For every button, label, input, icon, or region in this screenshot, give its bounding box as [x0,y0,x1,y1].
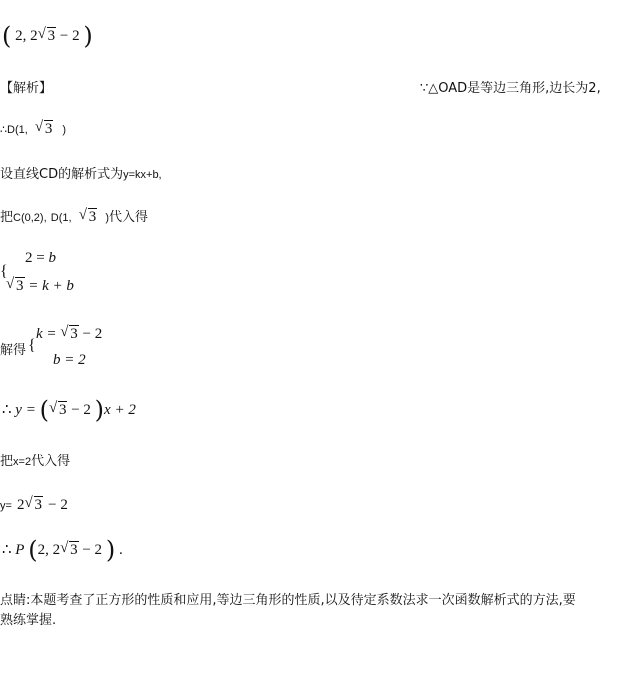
minus-term: − 2 [82,326,103,342]
radicand: 3 [88,209,97,225]
answer-line [2,22,93,50]
sqrt-symbol: √ 3 [78,207,97,225]
minus-term: − 2 [48,497,68,513]
radicand: 3 [58,402,67,418]
line-equation [2,396,136,424]
system2-eq2: b = 2 [53,352,86,368]
k-equals: k = [36,326,57,342]
eq2-rest: = k + b [28,278,74,294]
close-paren: ) [83,22,93,50]
open-paren: ( [28,536,38,564]
minus-term: − 2 [59,28,80,44]
substitute-prefix: 把 [0,210,14,225]
therefore-symbol: ∴ [2,542,12,558]
analysis-label: 【解析】 [0,81,53,96]
eq1-left: 2 [25,250,33,266]
summary-line-2: 熟练掌握. [0,613,57,628]
sqrt-symbol: √ 3 [24,495,43,513]
line-cd-statement [0,163,162,182]
coord-x: 2, [37,542,49,558]
open-paren: ( [2,22,12,50]
minus-term: − 2 [71,402,91,418]
coefficient: 2 [30,28,38,44]
radicand: 3 [16,278,24,294]
substitute-suffix: 代入得 [31,454,71,469]
x-plus-two: x + 2 [104,402,136,418]
triangle-statement: ∵△OAD是等边三角形,边长为2, [420,81,601,96]
point-p-line [2,536,123,564]
substitute-prefix: 把 [0,454,14,469]
point-d-label: ∴D(1, [0,124,28,136]
eq1-equals: = [36,250,45,266]
coefficient: 2 [52,542,61,558]
open-paren: ( [39,396,49,424]
point-p-label: P [15,542,25,558]
radicand: 3 [34,497,43,513]
close-paren: ) [62,124,67,136]
x-value: x=2 [13,456,32,468]
y-label: y= [0,500,12,512]
close-paren: ) [105,536,116,564]
summary-line-1: 点睛:本题考查了正方形的性质和应用,等边三角形的性质,以及待定系数法求一次函数解析式的方法,要 [0,593,576,608]
radicand: 3 [44,121,53,137]
close-paren: ) [105,212,110,224]
coord-x: 2, [15,28,27,44]
close-paren: ) [94,396,105,424]
line-cd-formula: y=kx+b, [123,169,162,181]
point-d: D(1, [50,212,72,224]
therefore-symbol: ∴ [2,402,12,418]
y-value-line [0,494,68,514]
line-cd-text: 设直线CD的解析式为 [0,167,124,182]
system-brace: { [0,263,8,280]
point-d-line [0,121,66,138]
system-brace: { [28,337,36,354]
minus-term: − 2 [82,542,103,558]
substitute-x-line [0,450,70,469]
sqrt-symbol: √ 3 [37,26,56,44]
system1-eq1 [25,250,56,267]
y-equals: y = [15,402,36,418]
system1-eq2 [6,278,74,295]
radicand: 3 [47,28,56,44]
point-c: C(0,2), [13,212,47,224]
substitute-suffix: 代入得 [109,210,149,225]
sqrt-symbol: √ 3 [34,119,53,137]
period: . [118,542,123,558]
coefficient: 2 [17,497,25,513]
sqrt-symbol: √ 3 [6,276,24,294]
radicand: 3 [70,326,78,342]
radicand: 3 [70,542,78,558]
system2-eq1 [36,326,102,343]
sqrt-symbol: √ 3 [48,400,67,418]
eq1-right: b [48,250,56,266]
sqrt-symbol: √ 3 [60,324,78,342]
substitute-line [0,206,148,226]
sqrt-symbol: √ 3 [60,540,78,558]
solve-label: 解得 [0,343,27,358]
